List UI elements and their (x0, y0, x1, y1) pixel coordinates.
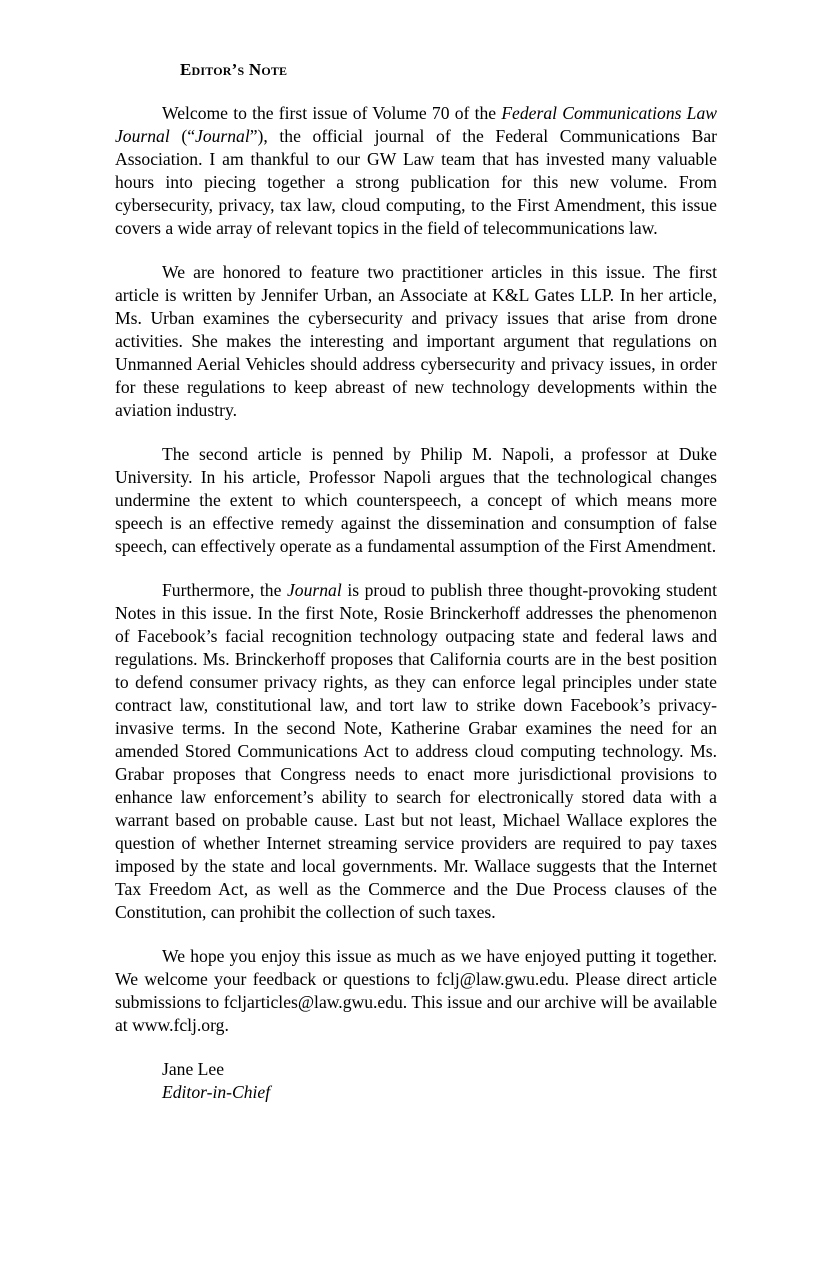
text-segment: is proud to publish three thought-provoking student Notes in this issue. In the first Note, Rosie Brinckerhoff addresses the phenomenon of Facebook’s facial recognition technology outpacing state and federal laws and regulations. Ms. Brinckerhoff proposes that California courts are in the best position to defend consumer privacy rights, as they can enforce legal principles under state contract law, constitutional law, and tort law to strike down Facebook’s privacy-invasive terms. In the second Note, Katherine Grabar examines the need for an amended Stored Communications Act to address cloud computing technology. Ms. Grabar proposes that Congress needs to enact more jurisdictional provisions to enhance law enforcement’s ability to search for electronically stored data with a warrant based on probable cause. Last but not least, Michael Wallace explores the question of whether Internet streaming service providers are required to pay taxes imposed by the state and local governments. Mr. Wallace suggests that the Internet Tax Freedom Act, as well as the Commerce and the Due Process clauses of the Constitution, can prohibit the collection of such taxes. (115, 580, 717, 923)
text-segment: ”), the official journal of the Federal Communications Bar Association. I am thankful to our GW Law team that has invested many valuable hours into piecing together a strong publication for this new volume. From cybersecurity, privacy, tax law, cloud computing, to the First Amendment, this issue covers a wide array of relevant topics in the field of telecommunications law. (115, 126, 717, 239)
signature-title: Editor-in-Chief (162, 1082, 271, 1103)
signature-block (115, 1058, 717, 1104)
text-segment: We hope you enjoy this issue as much as we have enjoyed putting it together. We welcome your feedback or questions to fclj@law.gwu.edu. Please direct article submissions to fcljarticles@law.gwu.edu. This issue and our archive will be available at www.fclj.org. (115, 946, 717, 1036)
italic-text: Federal Communications Law Journal (115, 103, 717, 147)
paragraph (115, 102, 717, 240)
paragraph (115, 261, 717, 422)
text-segment: Welcome to the first issue of Volume 70 of the (162, 103, 502, 124)
paragraph (115, 945, 717, 1037)
signature-name: Jane Lee (162, 1059, 225, 1080)
text-segment: Furthermore, the (162, 580, 287, 601)
paragraph (115, 443, 717, 558)
body-text (115, 102, 717, 1037)
text-segment: (“ (169, 126, 196, 147)
text-segment: We are honored to feature two practitioner articles in this issue. The first article is written by Jennifer Urban, an Associate at K&L Gates LLP. In her article, Ms. Urban examines the cybersecurity and privacy issues that arise from drone activities. She makes the interesting and important argument that regulations on Unmanned Aerial Vehicles should address cybersecurity and privacy issues, in order for these regulations to keep abreast of new technology developments within the aviation industry. (115, 262, 717, 421)
text-segment: The second article is penned by Philip M. Napoli, a professor at Duke University. In his article, Professor Napoli argues that the technological changes undermine the extent to which counterspeech, a concept of which means more speech is an effective remedy against the dissemination and consumption of false speech, can effectively operate as a fundamental assumption of the First Amendment. (115, 444, 717, 557)
italic-text: Journal (195, 126, 250, 147)
page-title: Editor’s Note (180, 60, 288, 79)
paragraph (115, 579, 717, 924)
italic-text: Journal (287, 580, 342, 601)
document-page (115, 60, 717, 1104)
